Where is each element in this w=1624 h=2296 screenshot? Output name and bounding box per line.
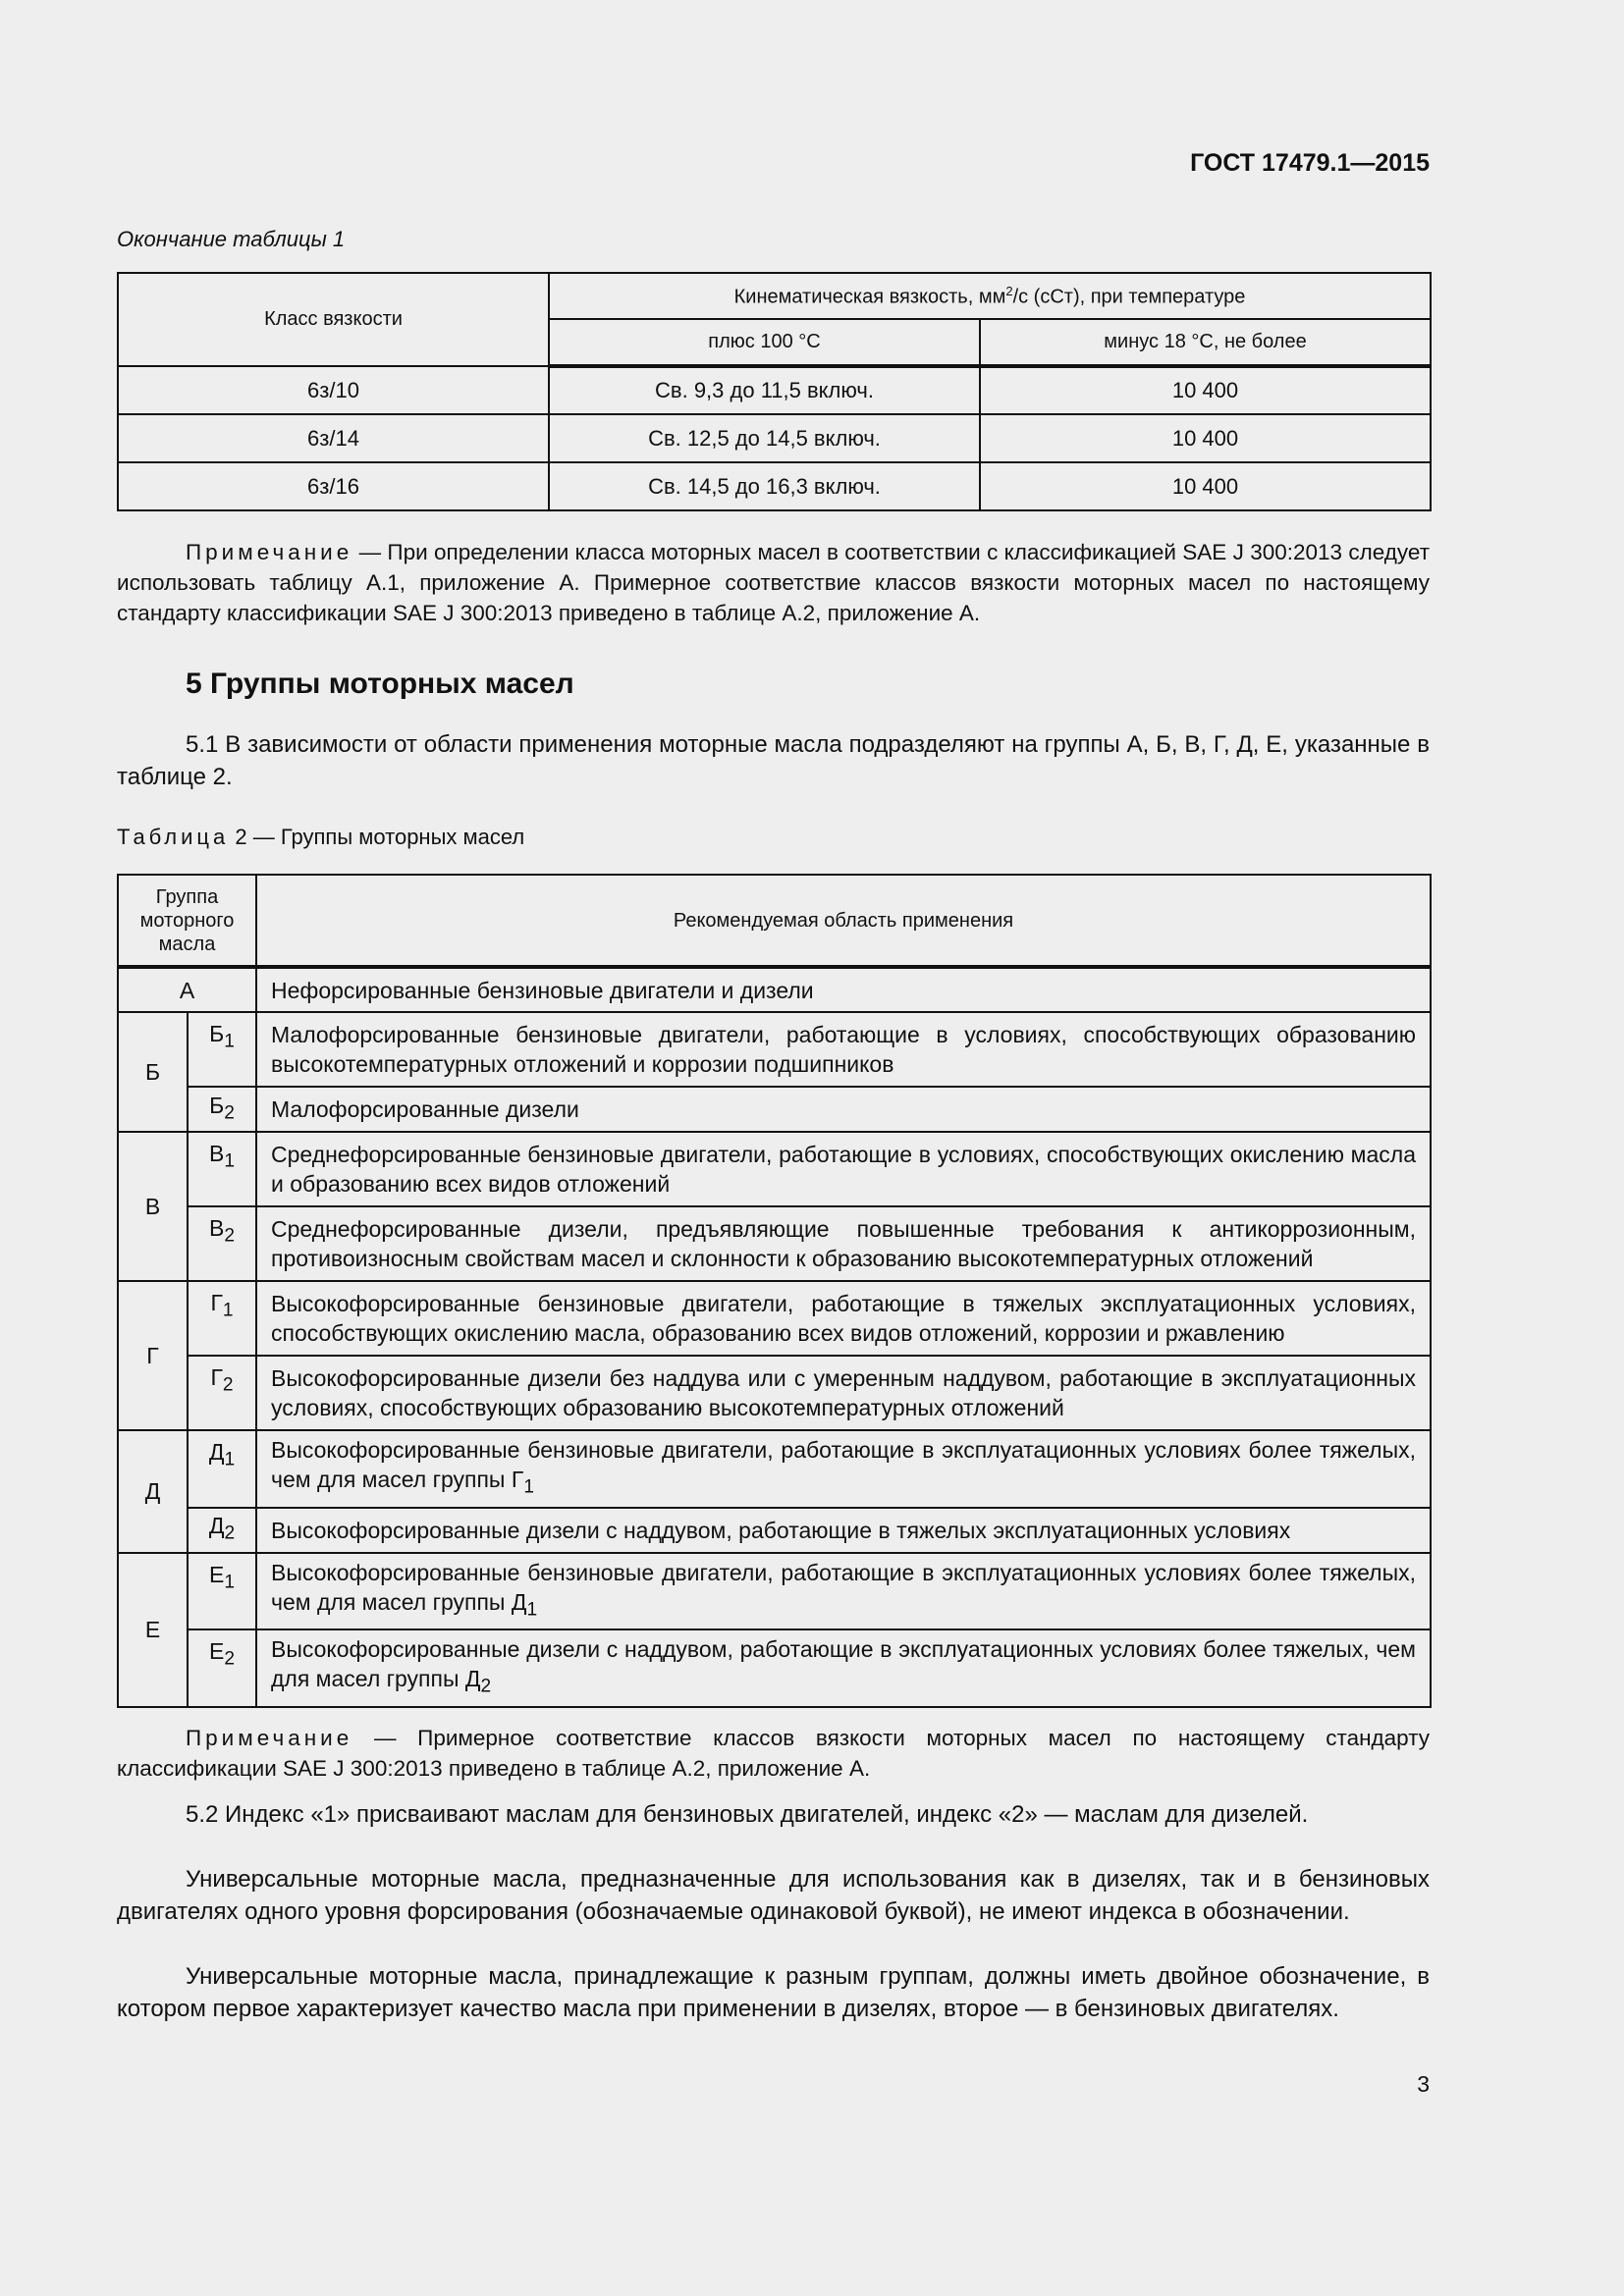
area-g2: Высокофорсированные дизели без наддува или с умеренным наддувом, работающие в эксплуатационных условиях, способствующих образованию высокотемпературных отложений bbox=[256, 1356, 1431, 1430]
header-100: плюс 100 °С bbox=[549, 319, 980, 366]
viscosity-table bbox=[117, 272, 1432, 511]
table-cell: Св. 14,5 до 16,3 включ. bbox=[549, 462, 980, 510]
area-a: Нефорсированные бензиновые двигатели и дизели bbox=[256, 967, 1431, 1012]
area-b1: Малофорсированные бензиновые двигатели, работающие в условиях, способствующих образованию высокотемпературных отложений и коррозии подшипников bbox=[256, 1012, 1431, 1087]
subgroup-g1: $Г_1$ bbox=[188, 1281, 256, 1356]
area-e2: Высокофорсированные дизели с наддувом, работающие в эксплуатационных условиях более тяжелых, чем для масел группы $Д_2$ bbox=[256, 1629, 1431, 1707]
area-v1: Среднефорсированные бензиновые двигатели, работающие в условиях, способствующих окислению масла и образованию всех видов отложений bbox=[256, 1132, 1431, 1206]
table-cell: 6з/10 bbox=[118, 366, 549, 414]
note-1: Примечание — При определении класса моторных масел в соответствии с классификацией SAE J 300:2013 следует использовать таблицу А.1, приложение А. Примерное соответствие классов вязкости моторных масел по настоящему стандарту классификации SAE J 300:2013 приведено в таблице А.2, приложение А. bbox=[117, 540, 1430, 625]
area-d1: Высокофорсированные бензиновые двигатели, работающие в эксплуатационных условиях более тяжелых, чем для масел группы $Г_1$ bbox=[256, 1430, 1431, 1508]
header-class: Класс вязкости bbox=[118, 273, 549, 366]
subgroup-v1: $В_1$ bbox=[188, 1132, 256, 1206]
section-heading: 5 Группы моторных масел bbox=[186, 667, 574, 700]
header-group: Группа моторного масла bbox=[118, 875, 256, 967]
paragraph-5-2: 5.2 Индекс «1» присваивают маслам для бензиновых двигателей, индекс «2» — маслам для дизелей. bbox=[186, 1801, 1309, 1828]
area-g1: Высокофорсированные бензиновые двигатели, работающие в тяжелых эксплуатационных условиях, способствующих окислению масла, образованию всех видов отложений, коррозии и ржавлению bbox=[256, 1281, 1431, 1356]
table-cell: 10 400 bbox=[980, 366, 1431, 414]
header-minus18: минус 18 °С, не более bbox=[980, 319, 1431, 366]
area-e1: Высокофорсированные бензиновые двигатели, работающие в эксплуатационных условиях более тяжелых, чем для масел группы $Д_1$ bbox=[256, 1553, 1431, 1630]
table-cell: Св. 12,5 до 14,5 включ. bbox=[549, 414, 980, 462]
table-cell: 6з/14 bbox=[118, 414, 549, 462]
group-v: В bbox=[118, 1132, 188, 1281]
group-a: А bbox=[118, 967, 256, 1012]
subgroup-v2: $В_2$ bbox=[188, 1206, 256, 1281]
table-cell: 10 400 bbox=[980, 462, 1431, 510]
group-d: Д bbox=[118, 1430, 188, 1553]
subgroup-b2: $Б_2$ bbox=[188, 1087, 256, 1132]
area-d2: Высокофорсированные дизели с наддувом, работающие в тяжелых эксплуатационных условиях bbox=[256, 1508, 1431, 1553]
header-area: Рекомендуемая область применения bbox=[256, 875, 1431, 967]
table-cell: Св. 9,3 до 11,5 включ. bbox=[549, 366, 980, 414]
subgroup-d2: $Д_2$ bbox=[188, 1508, 256, 1553]
subgroup-b1: $Б_1$ bbox=[188, 1012, 256, 1087]
subgroup-d1: $Д_1$ bbox=[188, 1430, 256, 1508]
subgroup-e2: $Е_2$ bbox=[188, 1629, 256, 1707]
paragraph-universal-1: Универсальные моторные масла, предназначенные для использования как в дизелях, так и в бензиновых двигателях одного уровня форсирования (обозначаемые одинаковой буквой), не имеют индекса в обозначении. bbox=[117, 1866, 1430, 1925]
group-g: Г bbox=[118, 1281, 188, 1430]
oil-groups-table bbox=[117, 874, 1432, 1708]
table-cell: 10 400 bbox=[980, 414, 1431, 462]
table-continuation-label: Окончание таблицы 1 bbox=[117, 227, 346, 251]
group-e: Е bbox=[118, 1553, 188, 1707]
table-2-caption: Таблица 2 — Группы моторных масел bbox=[117, 825, 525, 849]
page-number: 3 bbox=[1417, 2071, 1430, 2097]
area-b2: Малофорсированные дизели bbox=[256, 1087, 1431, 1132]
header-kinematic: Кинематическая вязкость, $мм^2/с$ (сСт), при температуре bbox=[549, 273, 1431, 319]
table-cell: 6з/16 bbox=[118, 462, 549, 510]
area-v2: Среднефорсированные дизели, предъявляющие повышенные требования к антикоррозионным, противоизносным свойствам масел и склонности к образованию высокотемпературных отложений bbox=[256, 1206, 1431, 1281]
note-2: Примечание — Примерное соответствие классов вязкости моторных масел по настоящему стандарту классификации SAE J 300:2013 приведено в таблице А.2, приложение А. bbox=[117, 1726, 1430, 1781]
paragraph-5-1: 5.1 В зависимости от области применения моторные масла подразделяют на группы А, Б, В, Г, Д, Е, указанные в таблице 2. bbox=[117, 731, 1430, 790]
paragraph-universal-2: Универсальные моторные масла, принадлежащие к разным группам, должны иметь двойное обозначение, в котором первое характеризует качество масла при применении в дизелях, второе — в бензиновых двигателях. bbox=[117, 1963, 1430, 2022]
subgroup-g2: $Г_2$ bbox=[188, 1356, 256, 1430]
subgroup-e1: $Е_1$ bbox=[188, 1553, 256, 1630]
group-b: Б bbox=[118, 1012, 188, 1132]
document-id: ГОСТ 17479.1—2015 bbox=[1190, 149, 1430, 177]
